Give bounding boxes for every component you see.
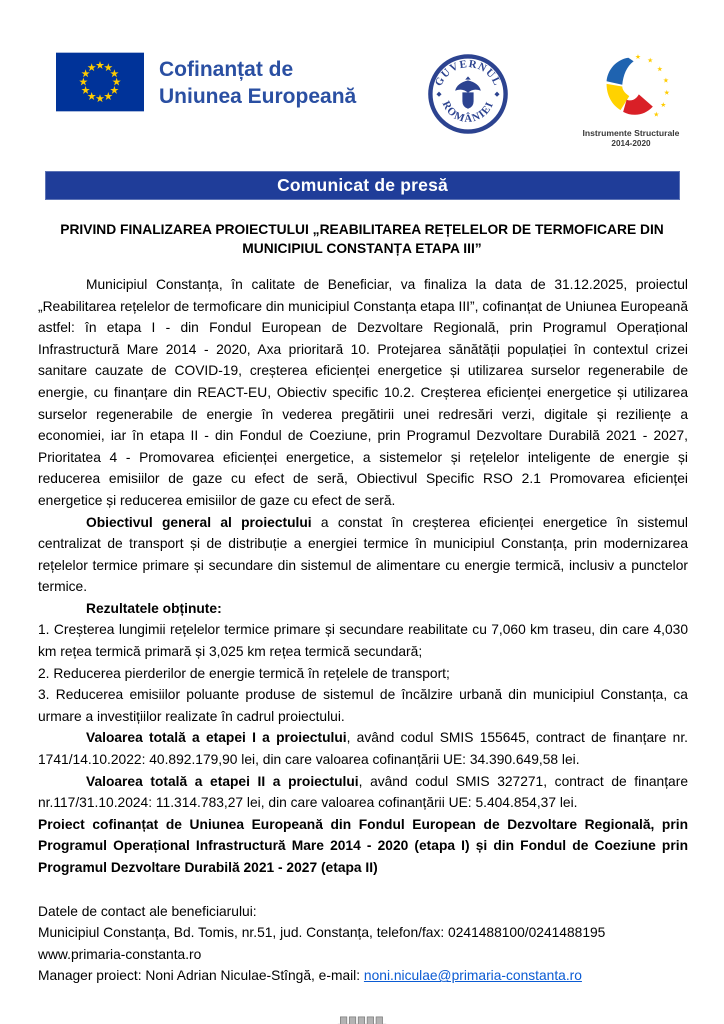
value-stage1-lead: Valoarea totală a etapei I a proiectului [86, 730, 347, 746]
document-body [0, 259, 724, 987]
eu-cofunding-line2: Uniunea Europeană [159, 84, 357, 108]
value-stage2-rest: , având codul SMIS 327271, contract de finanțare nr.117/31.10.2024: 11.314.783,27 lei, din care valoarea cofinanțării UE: 5.404.854,37 lei. [38, 773, 689, 811]
document-title: PRIVIND FINALIZAREA PROIECTULUI „REABILITAREA REȚELELOR DE TERMOFICARE DIN MUNICIPIUL CONSTANȚA ETAPA III” [60, 221, 664, 257]
result-item-1: 1. Creșterea lungimii rețelelor termice primare și secundare reabilitate cu 7,060 km traseu, din care 4,030 km rețea termică primară și 3,025 km rețea termică secundară; [38, 622, 688, 660]
gov-seal-bottom-text: ROMÂNIEI [439, 99, 497, 125]
paragraph-intro: Municipiul Constanța, în calitate de Beneficiar, va finaliza la data de 31.12.2025, proiectul „Reabilitarea rețelelor de termoficare din municipiul Constanța etapa III”, cofinanțat de Uniunea Europeană astfel: în etapa I - din Fondul European de Dezvoltare Regională, prin Programul Operațional Infrastructură Mare 2014 - 2020, Axa prioritară 10. Protejarea sănătății populației în contextul crizei sanitare cauzate de COVID-19, creșterea eficienței energetice și utilizarea surselor regenerabile de energie, cu finanțare din REACT-EU, Obiectiv specific 10.2. Creșterea eficienței energetice și utilizarea surselor regenerabile de energie în vederea pregătirii unei redresări verzi, digitale și reziliențe a economiei, iar în etapa II - din Fondul de Coeziune, prin Programul Dezvoltare Durabilă 2021 - 2027, Prioritatea 4 - Promovarea eficienței energetice, a sistemelor și rețelelor inteligente de energie și reducerea emisiilor de gaze cu efect de seră, Obiectivul Specific RSO 2.1 Promovarea eficienței energetice și reducerea emisiilor de gaze cu efect de seră. [38, 276, 688, 508]
press-release-banner-label: Comunicat de presă [277, 174, 448, 195]
value-stage1-rest: , având codul SMIS 155645, contract de finanțare nr. 1741/14.10.2022: 40.892.179,90 lei, din care valoarea cofinanțării UE: 34.390.649,58 lei. [38, 730, 688, 768]
cofinance-note: Proiect cofinanțat de Uniunea Europeană din Fondul European de Dezvoltare Regională, prin Programul Operațional Infrastructură Mare 2014 - 2020 (etapa I) și din Fondul de Coeziune prin Programul Dezvoltare Durabilă 2021 - 2027 (etapa II) [38, 816, 688, 876]
result-item-3: 3. Reducerea emisiilor poluante produse de sistemul de încălzire urbană din municipiul Constanța, ca urmare a investițiilor realizate în cadrul proiectului. [38, 687, 688, 724]
result-item-2: 2. Reducerea pierderilor de energie termică în rețelele de transport; [38, 665, 450, 681]
structural-instruments-label: Instrumente Structurale [582, 128, 680, 138]
press-release-banner [45, 171, 680, 200]
structural-instruments-logo [568, 52, 694, 150]
manager-email-link[interactable]: noni.niculae@primaria-constanta.ro [363, 968, 582, 984]
contact-heading: Datele de contact ale beneficiarului: [38, 903, 257, 919]
mural-crown [338, 1017, 386, 1024]
structural-instruments-icon [583, 52, 679, 128]
eu-cofunding-label [159, 52, 356, 111]
header-logos [0, 0, 724, 150]
contact-manager-line [38, 965, 688, 987]
value-stage2-lead: Valoarea totală a etapei II a proiectului [86, 773, 359, 789]
paragraph-value-stage2 [38, 771, 688, 814]
government-logo-block [408, 52, 528, 134]
contact-website: www.primaria-constanta.ro [38, 946, 202, 962]
paragraph-objective [38, 512, 688, 598]
coat-of-arms-block [0, 1012, 724, 1024]
contact-manager-prefix: Manager proiect: Noni Adrian Niculae-Stîngă, e-mail: [38, 968, 364, 984]
gov-romania-seal-icon [428, 54, 508, 134]
structural-instruments-years: 2014-2020 [611, 139, 651, 149]
contact-block [38, 901, 688, 987]
gov-seal-top-text: GUVERNUL [432, 58, 504, 89]
results-heading: Rezultatele obținute: [86, 600, 222, 616]
objective-rest: a constat în creșterea eficienței energetice în sistemul centralizat de transport și de distribuție a energiei termice în municipiul Constanța, prin modernizarea rețelelor termice primare și secundare din sistemul de alimentare cu energie termică, inclusiv a punctelor termice. [38, 514, 688, 595]
constanta-coat-of-arms-icon [316, 1012, 408, 1024]
paragraph-value-stage1 [38, 727, 688, 770]
contact-address: Municipiul Constanța, Bd. Tomis, nr.51, jud. Constanța, telefon/fax: 0241488100/0241488195 [38, 925, 606, 941]
eu-flag-icon [56, 52, 144, 112]
eu-cofunding-line1: Cofinanțat de [159, 58, 294, 81]
objective-lead: Obiectivul general al proiectului [86, 514, 312, 530]
eu-cofunding-logo [56, 52, 408, 112]
